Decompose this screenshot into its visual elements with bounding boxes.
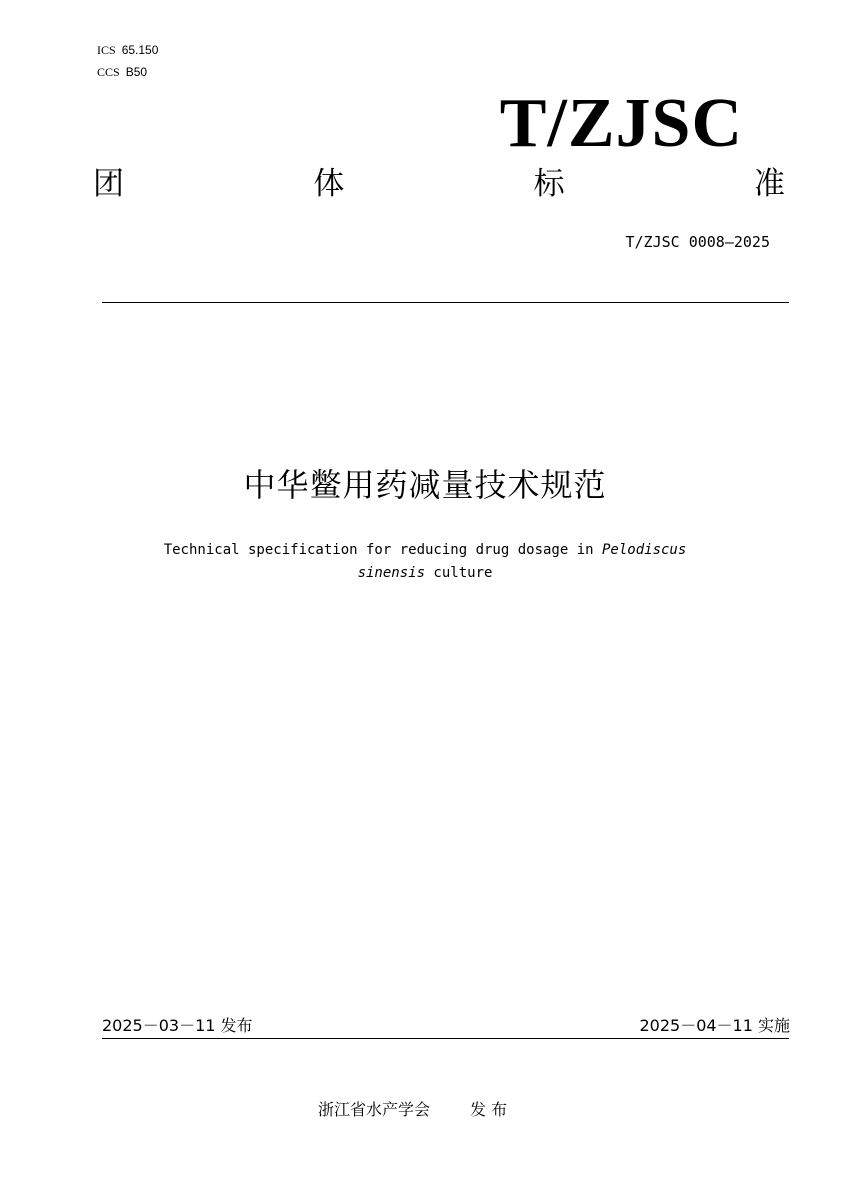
header-divider <box>102 302 789 303</box>
standard-type-char: 标 <box>533 166 565 202</box>
ics-label: ICS <box>97 43 116 57</box>
title-en-prefix: Technical specification for reducing drug dosage in <box>163 542 602 558</box>
ccs-value: B50 <box>125 65 148 79</box>
title-en-suffix: culture <box>425 565 493 581</box>
document-title-english <box>120 539 730 585</box>
standard-type-char: 团 <box>93 166 124 202</box>
ics-classification <box>97 42 158 58</box>
title-en-epithet: sinensis <box>357 565 425 581</box>
standard-number: T/ZJSC 0008—2025 <box>625 233 770 251</box>
title-en-genus: Pelodiscus <box>602 542 687 558</box>
publisher-name: 浙江省水产学会 <box>318 1100 431 1119</box>
document-title-chinese: 中华鳖用药减量技术规范 <box>243 466 607 504</box>
issue-date: 2025－03－11 发布 <box>102 1016 253 1035</box>
ics-value: 65.150 <box>121 43 159 57</box>
implementation-date: 2025－04－11 实施 <box>639 1016 790 1035</box>
standard-type-char: 准 <box>753 166 785 202</box>
ccs-label: CCS <box>97 65 120 79</box>
standard-code: T/ZJSC <box>499 85 743 162</box>
footer-divider <box>102 1038 789 1039</box>
publisher-action: 发 布 <box>470 1100 508 1119</box>
ccs-classification <box>97 64 147 80</box>
standard-type <box>93 164 785 204</box>
standard-type-char: 体 <box>313 166 345 202</box>
publisher <box>318 1099 507 1121</box>
